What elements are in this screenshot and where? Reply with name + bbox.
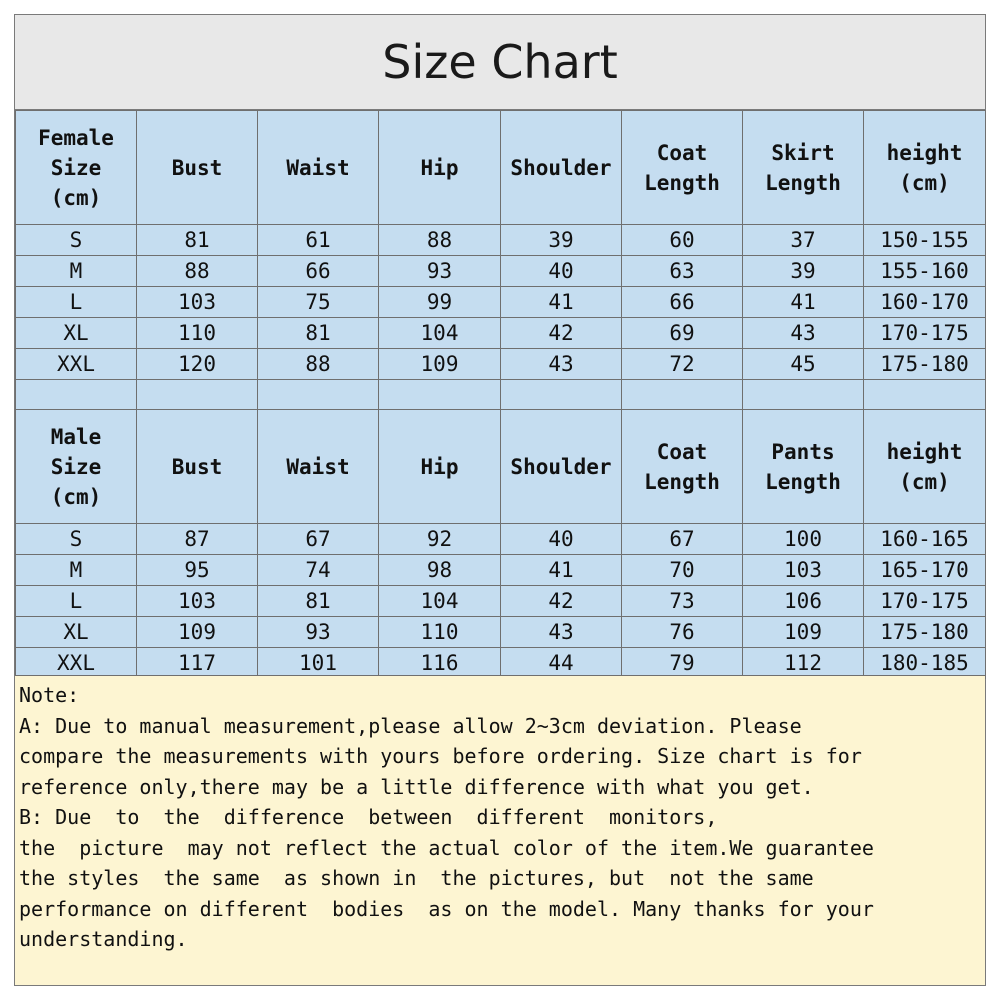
table-row xyxy=(16,524,986,555)
measurement-cell: 39 xyxy=(743,256,864,287)
measurement-cell: 45 xyxy=(743,349,864,380)
size-cell: M xyxy=(16,256,137,287)
measurement-cell: 44 xyxy=(501,648,622,679)
measurement-cell: 106 xyxy=(743,586,864,617)
measurement-cell: 100 xyxy=(743,524,864,555)
measurement-cell: 43 xyxy=(743,318,864,349)
empty-cell xyxy=(258,380,379,410)
note-line: Note: xyxy=(19,683,80,707)
measurement-cell: 170-175 xyxy=(864,586,986,617)
measurement-cell: 116 xyxy=(379,648,501,679)
measurement-cell: 87 xyxy=(137,524,258,555)
female-header-cell xyxy=(137,111,258,225)
size-cell: M xyxy=(16,555,137,586)
page-title: Size Chart xyxy=(15,15,985,110)
measurement-cell: 63 xyxy=(622,256,743,287)
female-header-cell xyxy=(743,111,864,225)
measurement-cell: 43 xyxy=(501,349,622,380)
measurement-cell: 155-160 xyxy=(864,256,986,287)
note-line: B: Due to the difference between different monitors, xyxy=(19,805,718,829)
header-text: height xyxy=(886,439,963,464)
male-header-cell xyxy=(743,410,864,524)
measurement-cell: 170-175 xyxy=(864,318,986,349)
measurement-cell: 69 xyxy=(622,318,743,349)
header-text: Bust xyxy=(171,454,223,479)
male-header-cell xyxy=(258,410,379,524)
note-box xyxy=(15,675,985,985)
measurement-cell: 175-180 xyxy=(864,617,986,648)
header-text: Skirt xyxy=(771,140,835,165)
note-line: compare the measurements with yours before ordering. Size chart is for xyxy=(19,744,862,768)
measurement-cell: 42 xyxy=(501,318,622,349)
header-text: Hip xyxy=(420,454,459,479)
measurement-cell: 109 xyxy=(379,349,501,380)
measurement-cell: 98 xyxy=(379,555,501,586)
size-cell: XXL xyxy=(16,349,137,380)
note-line: the styles the same as shown in the pictures, but not the same xyxy=(19,866,814,890)
female-header-cell xyxy=(622,111,743,225)
measurement-cell: 175-180 xyxy=(864,349,986,380)
size-cell: XXL xyxy=(16,648,137,679)
measurement-cell: 112 xyxy=(743,648,864,679)
measurement-cell: 110 xyxy=(137,318,258,349)
note-line: understanding. xyxy=(19,927,188,951)
measurement-cell: 109 xyxy=(743,617,864,648)
measurement-cell: 160-170 xyxy=(864,287,986,318)
measurement-cell: 41 xyxy=(501,287,622,318)
measurement-cell: 70 xyxy=(622,555,743,586)
measurement-cell: 40 xyxy=(501,256,622,287)
measurement-cell: 39 xyxy=(501,225,622,256)
measurement-cell: 120 xyxy=(137,349,258,380)
measurement-cell: 74 xyxy=(258,555,379,586)
female-header-cell xyxy=(864,111,986,225)
male-header-cell xyxy=(622,410,743,524)
header-text: Bust xyxy=(171,155,223,180)
table-row xyxy=(16,586,986,617)
male-header-cell xyxy=(864,410,986,524)
measurement-cell: 66 xyxy=(258,256,379,287)
empty-cell xyxy=(864,380,986,410)
measurement-cell: 79 xyxy=(622,648,743,679)
measurement-cell: 110 xyxy=(379,617,501,648)
size-cell: S xyxy=(16,225,137,256)
size-cell: L xyxy=(16,287,137,318)
measurement-cell: 41 xyxy=(501,555,622,586)
measurement-cell: 75 xyxy=(258,287,379,318)
measurement-cell: 160-165 xyxy=(864,524,986,555)
measurement-cell: 40 xyxy=(501,524,622,555)
empty-cell xyxy=(501,380,622,410)
table-row xyxy=(16,256,986,287)
measurement-cell: 150-155 xyxy=(864,225,986,256)
header-text: Size xyxy=(50,155,102,180)
header-text: (cm) xyxy=(50,185,102,210)
measurement-cell: 103 xyxy=(137,586,258,617)
measurement-cell: 81 xyxy=(258,318,379,349)
header-text: (cm) xyxy=(899,170,950,195)
header-text: Male xyxy=(50,424,102,449)
measurement-cell: 67 xyxy=(258,524,379,555)
male-header-cell xyxy=(501,410,622,524)
measurement-cell: 103 xyxy=(137,287,258,318)
table-row xyxy=(16,617,986,648)
measurement-cell: 180-185 xyxy=(864,648,986,679)
note-line: reference only,there may be a little difference with what you get. xyxy=(19,774,814,799)
header-text: Shoulder xyxy=(510,155,612,180)
header-text: Coat xyxy=(656,439,708,464)
measurement-cell: 88 xyxy=(258,349,379,380)
measurement-cell: 104 xyxy=(379,586,501,617)
female-header-cell xyxy=(379,111,501,225)
measurement-cell: 93 xyxy=(258,617,379,648)
measurement-cell: 73 xyxy=(622,586,743,617)
male-header-row xyxy=(16,410,986,524)
measurement-cell: 93 xyxy=(379,256,501,287)
note-line: the picture may not reflect the actual color of the item.We guarantee xyxy=(19,835,874,860)
male-header-cell xyxy=(137,410,258,524)
measurement-cell: 103 xyxy=(743,555,864,586)
header-text: Length xyxy=(644,469,720,494)
measurement-cell: 42 xyxy=(501,586,622,617)
empty-cell xyxy=(137,380,258,410)
note-line: A: Due to manual measurement,please allow 2~3cm deviation. Please xyxy=(19,713,802,738)
size-cell: XL xyxy=(16,617,137,648)
header-text: Pants xyxy=(771,439,835,464)
spacer-row xyxy=(16,380,986,410)
table-row xyxy=(16,555,986,586)
table-row xyxy=(16,349,986,380)
header-text: Coat xyxy=(656,140,708,165)
female-header-row xyxy=(16,111,986,225)
size-cell: XL xyxy=(16,318,137,349)
measurement-cell: 60 xyxy=(622,225,743,256)
measurement-cell: 41 xyxy=(743,287,864,318)
header-text: Female xyxy=(38,125,114,150)
header-text: Length xyxy=(765,170,841,195)
measurement-cell: 88 xyxy=(379,225,501,256)
empty-cell xyxy=(743,380,864,410)
header-text: Waist xyxy=(286,155,350,180)
female-header-cell xyxy=(258,111,379,225)
table-row xyxy=(16,318,986,349)
measurement-cell: 101 xyxy=(258,648,379,679)
table-row xyxy=(16,648,986,679)
measurement-cell: 109 xyxy=(137,617,258,648)
female-header-cell xyxy=(16,111,137,225)
measurement-cell: 165-170 xyxy=(864,555,986,586)
measurement-cell: 81 xyxy=(258,586,379,617)
empty-cell xyxy=(16,380,137,410)
size-cell: S xyxy=(16,524,137,555)
header-text: height xyxy=(886,140,963,165)
header-text: (cm) xyxy=(50,484,102,509)
measurement-cell: 104 xyxy=(379,318,501,349)
header-text: Shoulder xyxy=(510,454,612,479)
header-text: Waist xyxy=(286,454,350,479)
header-text: Length xyxy=(765,469,841,494)
male-header-cell xyxy=(16,410,137,524)
measurement-cell: 99 xyxy=(379,287,501,318)
measurement-cell: 92 xyxy=(379,524,501,555)
measurement-cell: 66 xyxy=(622,287,743,318)
measurement-cell: 72 xyxy=(622,349,743,380)
header-text: (cm) xyxy=(899,469,950,494)
table-row xyxy=(16,225,986,256)
empty-cell xyxy=(379,380,501,410)
measurement-cell: 95 xyxy=(137,555,258,586)
measurement-cell: 37 xyxy=(743,225,864,256)
header-text: Length xyxy=(644,170,720,195)
header-text: Hip xyxy=(420,155,459,180)
measurement-cell: 67 xyxy=(622,524,743,555)
female-header-cell xyxy=(501,111,622,225)
size-chart-frame xyxy=(14,14,986,986)
measurement-cell: 88 xyxy=(137,256,258,287)
male-header-cell xyxy=(379,410,501,524)
empty-cell xyxy=(622,380,743,410)
measurement-cell: 76 xyxy=(622,617,743,648)
size-table xyxy=(15,110,986,679)
table-row xyxy=(16,287,986,318)
note-line: performance on different bodies as on the model. Many thanks for your xyxy=(19,896,874,921)
measurement-cell: 117 xyxy=(137,648,258,679)
header-text: Size xyxy=(50,454,102,479)
size-cell: L xyxy=(16,586,137,617)
measurement-cell: 61 xyxy=(258,225,379,256)
measurement-cell: 81 xyxy=(137,225,258,256)
measurement-cell: 43 xyxy=(501,617,622,648)
